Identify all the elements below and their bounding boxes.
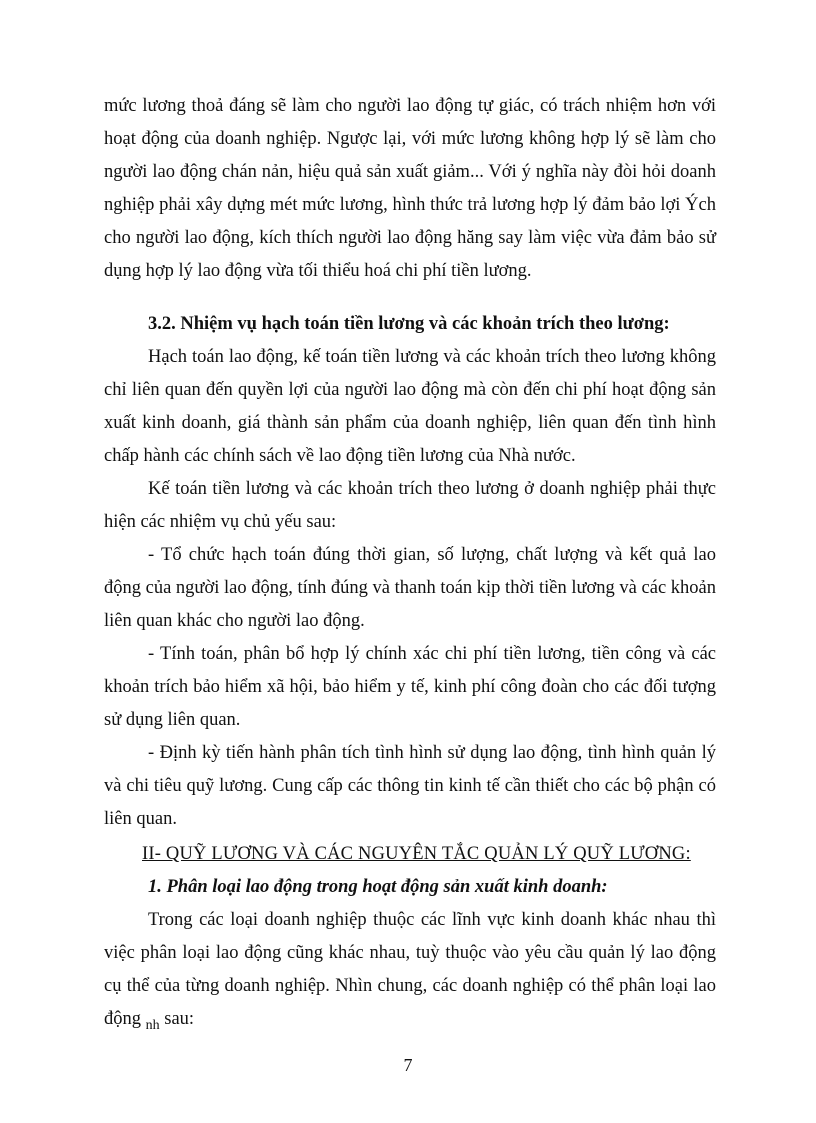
bullet-item-2: - Tính toán, phân bổ hợp lý chính xác chi phí tiền lương, tiền công và các khoản trích bảo hiểm xã hội, bảo hiểm y tế, kinh phí công đoàn cho các đối tượng sử dụng liên quan. [104,644,716,730]
section-heading-3-2: 3.2. Nhiệm vụ hạch toán tiền lương và các khoản trích theo lương: [148,314,670,334]
paragraph-phan-loai-end: sau: [159,1009,195,1029]
paragraph-nhiem-vu: Kế toán tiền lương và các khoản trích theo lương ở doanh nghiệp phải thực hiện các nhiệm vụ chủ yếu sau: [104,479,716,532]
chapter-heading-ii: II- QUỸ LƯƠNG VÀ CÁC NGUYÊN TẮC QUẢN LÝ QUỸ LƯƠNG: [142,844,691,864]
page-body [104,90,716,1042]
page-number: 7 [403,1055,413,1075]
bullet-item-1: - Tổ chức hạch toán đúng thời gian, số lượng, chất lượng và kết quả lao động của người lao động, tính đúng và thanh toán kịp thời tiền lương và các khoản liên quan khác cho người lao động. [104,545,716,631]
paragraph-intro: mức lương thoả đáng sẽ làm cho người lao động tự giác, có trách nhiệm hơn với hoạt động của doanh nghiệp. Ngược lại, với mức lương không hợp lý sẽ làm cho người lao động chán nản, hiệu quả sản xuất giảm... Với ý nghĩa này đòi hỏi doanh nghiệp phải xây dựng mét mức lương, hình thức trả lương hợp lý đảm bảo lợi Ých cho người lao động, kích thích người lao động hăng say làm việc vừa đảm bảo sử dụng hợp lý lao động vừa tối thiểu hoá chi phí tiền lương. [104,96,716,281]
subsection-heading-1: 1. Phân loại lao động trong hoạt động sản xuất kinh doanh: [148,877,608,897]
bullet-item-3: - Định kỳ tiến hành phân tích tình hình sử dụng lao động, tình hình quản lý và chi tiêu quỹ lương. Cung cấp các thông tin kinh tế cần thiết cho các bộ phận có liên quan. [104,743,716,829]
paragraph-phan-loai [104,904,716,1042]
paragraph-hach-toan: Hạch toán lao động, kế toán tiền lương và các khoản trích theo lương không chỉ liên quan đến quyền lợi của người lao động mà còn đến chi phí hoạt động sản xuất kinh doanh, giá thành sản phẩm của doanh nghiệp, liên quan đến tình hình chấp hành các chính sách về lao động tiền lương của Nhà nước. [104,347,716,466]
subscript-text: nh [145,1018,160,1033]
paragraph-phan-loai-text: Trong các loại doanh nghiệp thuộc các lĩnh vực kinh doanh khác nhau thì việc phân loại lao động cũng khác nhau, tuỳ thuộc vào yêu cầu quản lý lao động cụ thể của từng doanh nghiệp. Nhìn chung, các doanh nghiệp có thể phân loại lao động [104,910,716,1029]
